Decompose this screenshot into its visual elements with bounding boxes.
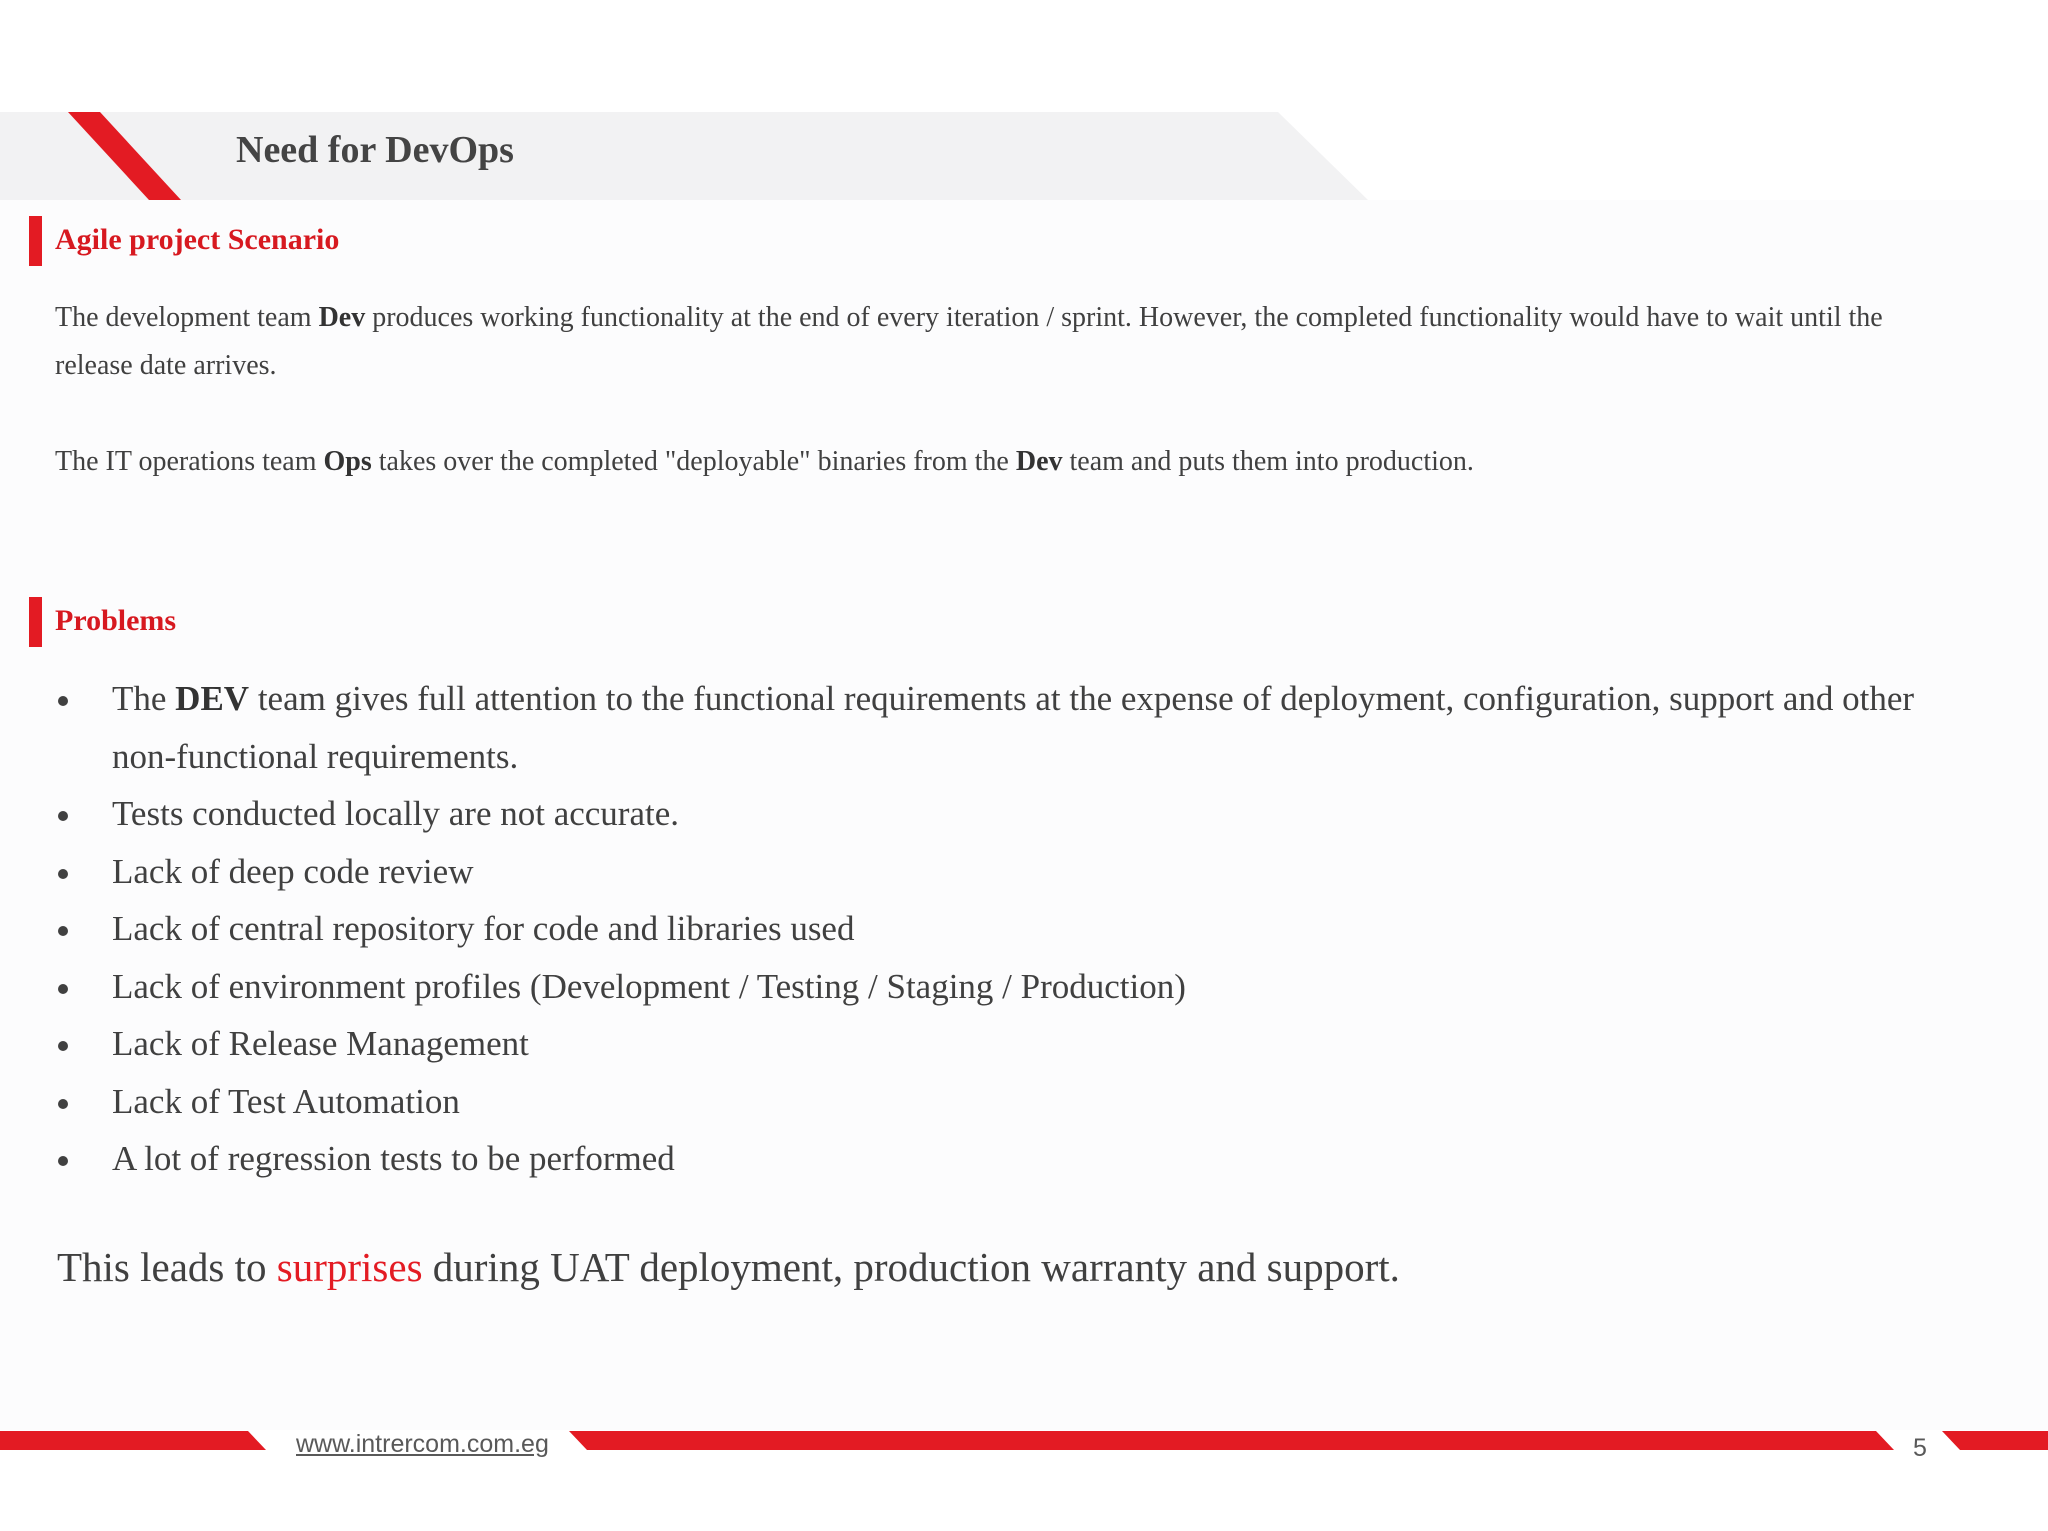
bullet-icon	[58, 984, 68, 994]
section-heading-label: Problems	[55, 604, 177, 637]
bullet-icon	[58, 1041, 68, 1051]
footer-stripe-right	[1942, 1431, 2048, 1450]
conclusion-statement: This leads to surprises during UAT deployment, production warranty and support.	[57, 1244, 1400, 1290]
section-marker	[29, 216, 42, 266]
footer-website-link[interactable]: www.intrercom.com.eg	[296, 1430, 549, 1458]
title-banner	[0, 0, 2048, 210]
bullet-icon	[58, 696, 68, 706]
bullet-icon	[58, 1099, 68, 1109]
bullet-icon	[58, 926, 68, 936]
agile-paragraph-ops: The IT operations team Ops takes over the completed "deployable" binaries from the Dev team and puts them into production.	[55, 446, 1474, 477]
list-item: Lack of deep code review	[55, 843, 1925, 901]
list-item: The DEV team gives full attention to the functional requirements at the expense of deployment, configuration, support and other non-functional requirements.	[55, 670, 1925, 785]
bullet-icon	[58, 811, 68, 821]
title-banner-background	[0, 112, 1368, 200]
list-item: Tests conducted locally are not accurate.	[55, 785, 1925, 843]
section-heading-label: Agile project Scenario	[55, 223, 340, 256]
footer-stripe-middle	[569, 1431, 1894, 1450]
slide-title: Need for DevOps	[236, 129, 514, 171]
bullet-icon	[58, 1156, 68, 1166]
bullet-icon	[58, 869, 68, 879]
section-marker	[29, 597, 42, 647]
page-number: 5	[1913, 1434, 1927, 1462]
list-item: Lack of environment profiles (Development / Testing / Staging / Production)	[55, 958, 1925, 1016]
list-item: Lack of Release Management	[55, 1015, 1925, 1073]
list-item: Lack of central repository for code and libraries used	[55, 900, 1925, 958]
list-item: Lack of Test Automation	[55, 1073, 1925, 1131]
agile-paragraph-dev: The development team Dev produces working functionality at the end of every iteration / sprint. However, the completed functionality would have to wait until the release date arrives.	[55, 302, 1883, 381]
problems-list	[55, 670, 1925, 1188]
list-item: A lot of regression tests to be performed	[55, 1130, 1925, 1188]
conclusion-highlight: surprises	[276, 1244, 423, 1290]
footer-stripe-left	[0, 1431, 266, 1450]
